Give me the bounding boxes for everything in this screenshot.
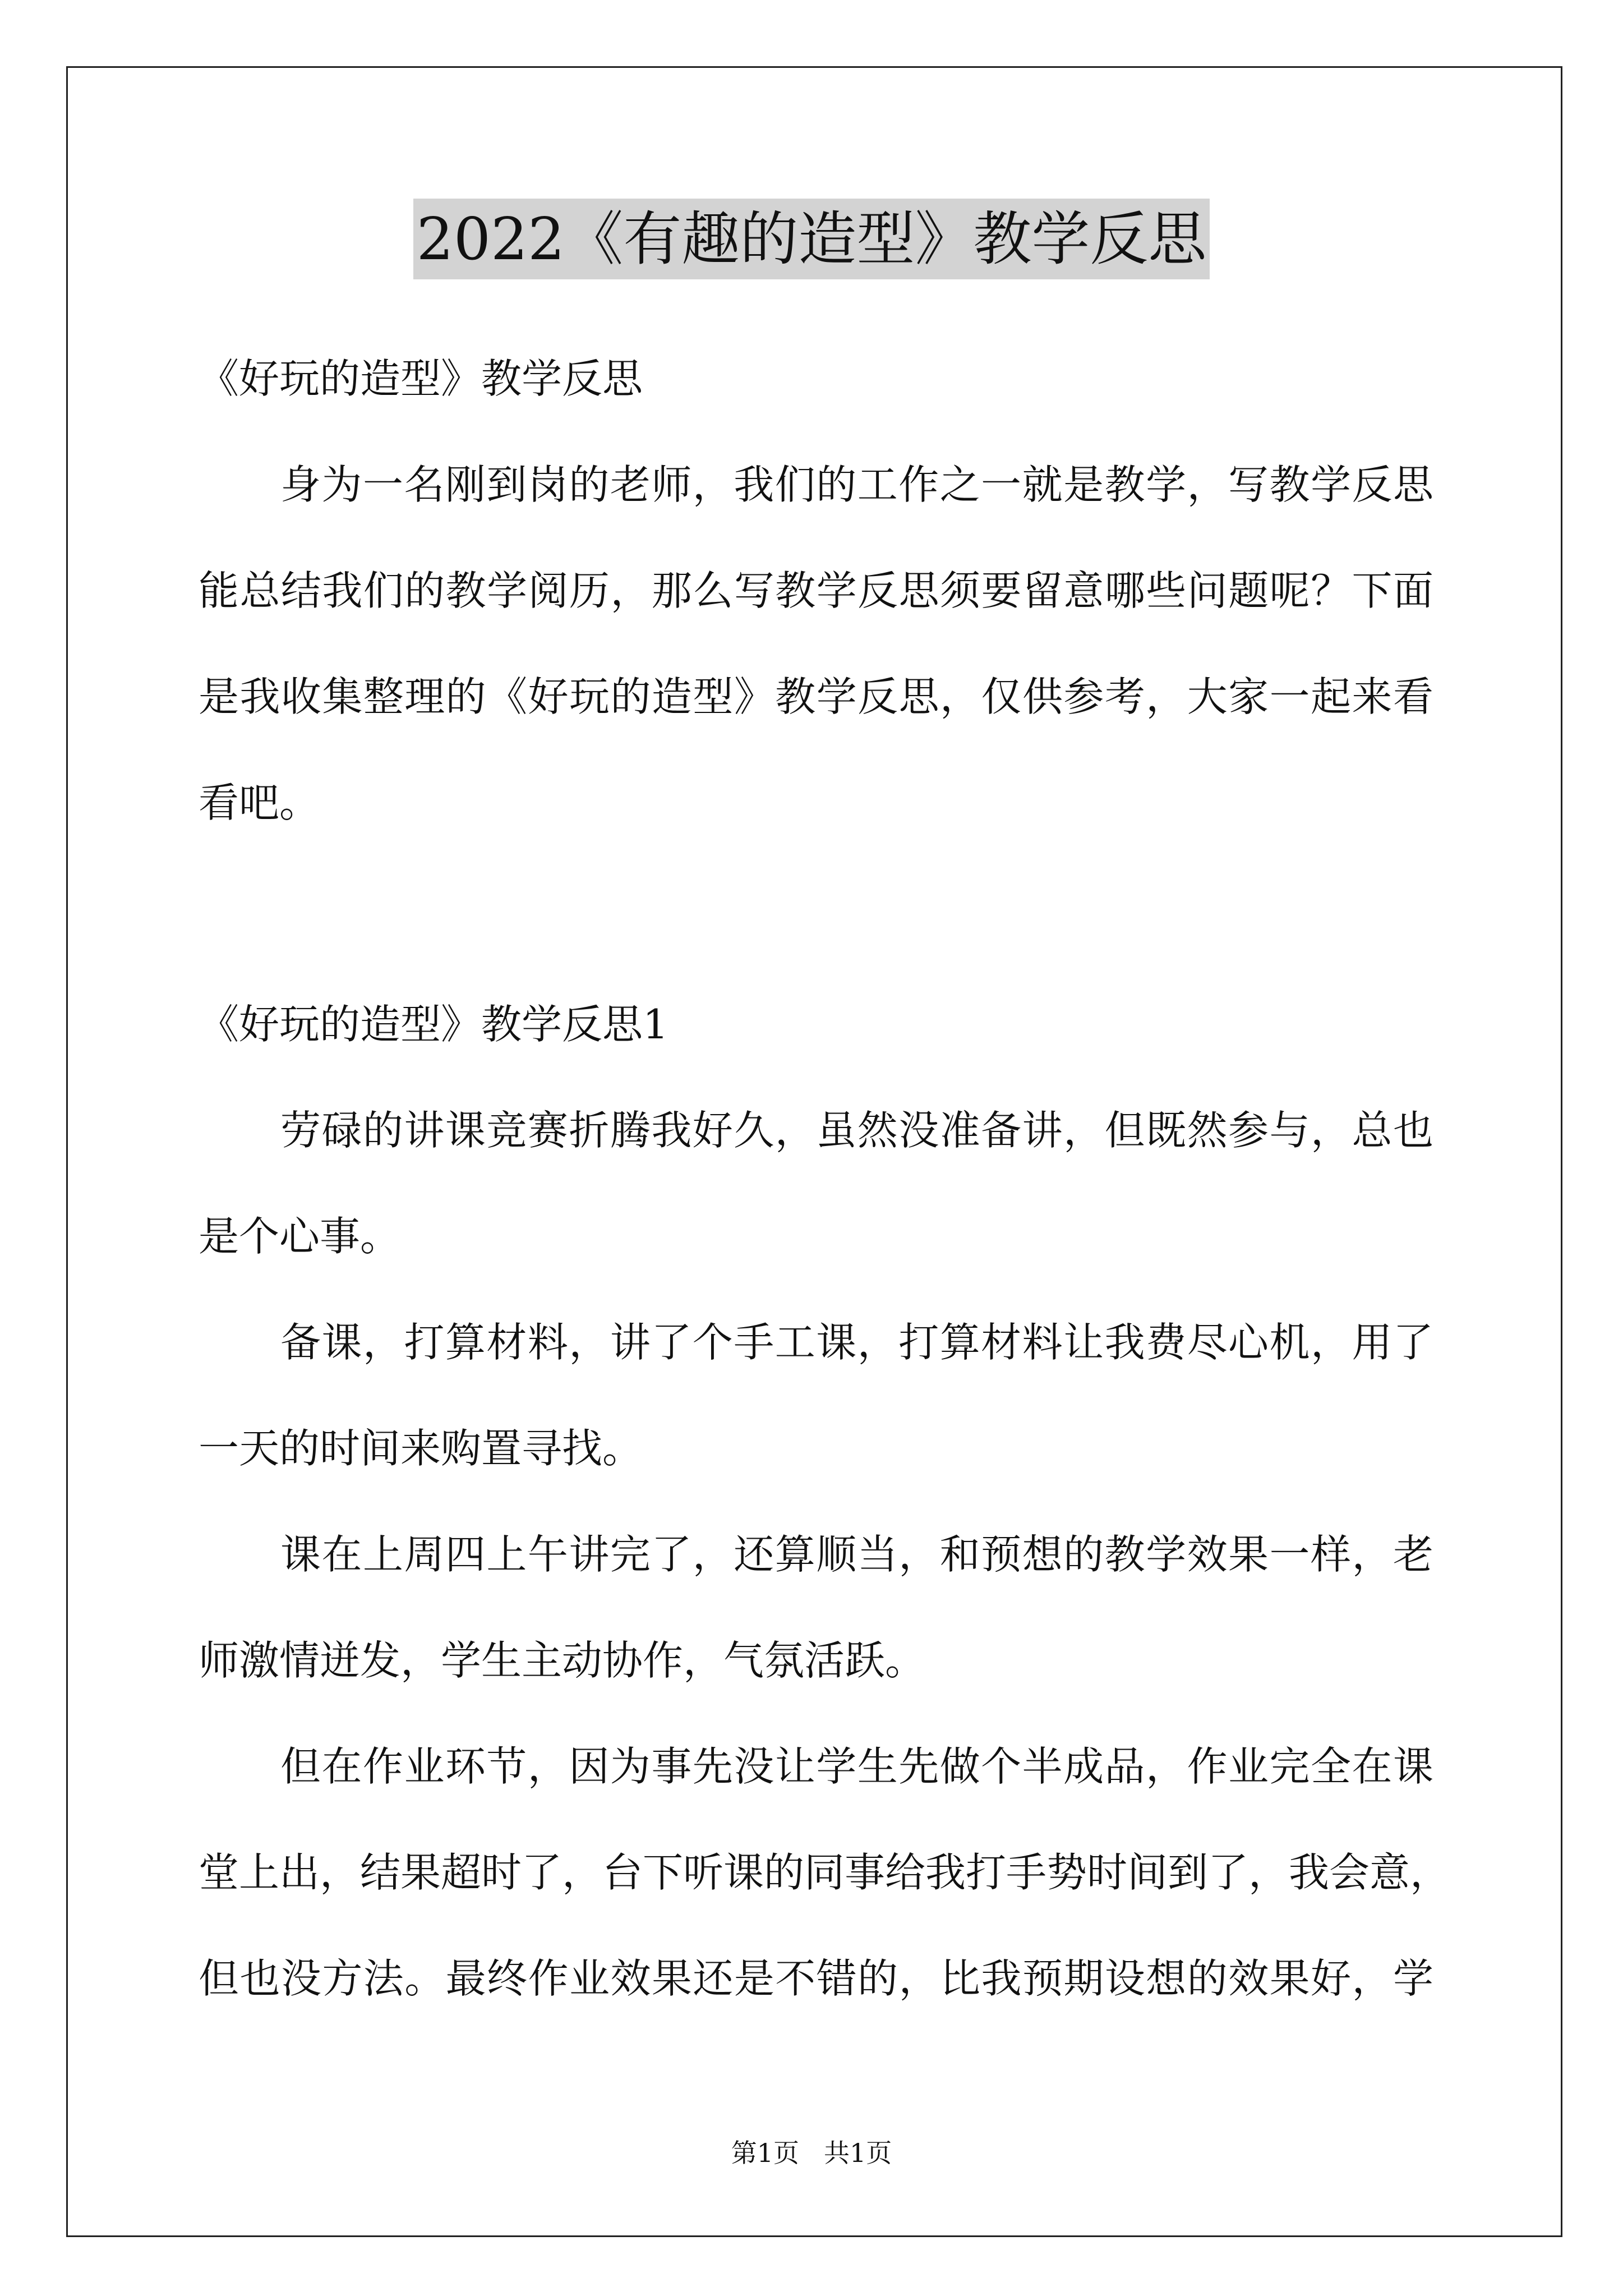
paragraph-line: 堂上出，结果超时了，台下听课的同事给我打手势时间到了，我会意， (199, 1849, 1451, 1896)
paragraph-line: 能总结我们的教学阅历，那么写教学反思须要留意哪些问题呢？下面 (199, 567, 1433, 614)
paragraph-line: 身为一名刚到岗的老师，我们的工作之一就是教学，写教学反思 (280, 461, 1433, 508)
document-title: 2022《有趣的造型》教学反思 (413, 199, 1210, 279)
page-footer (0, 2136, 1623, 2170)
paragraph-line: 课在上周四上午讲完了，还算顺当，和预想的教学效果一样，老 (280, 1531, 1433, 1578)
section-reflection-1 (199, 972, 1451, 2032)
paragraph (199, 1290, 1433, 1502)
paragraph-line: 备课，打算材料，讲了个手工课，打算材料让我费尽心机，用了 (280, 1319, 1433, 1366)
page-total: 共1页 (824, 2138, 892, 2168)
section-intro (199, 326, 1433, 856)
paragraph-line: 是个心事。 (199, 1213, 401, 1260)
section-heading: 《好玩的造型》教学反思1 (199, 1001, 668, 1048)
paragraph-line: 劳碌的讲课竞赛折腾我好久，虽然没准备讲，但既然参与，总也 (280, 1107, 1433, 1154)
paragraph-line: 是我收集整理的《好玩的造型》教学反思，仅供参考，大家一起来看 (199, 673, 1433, 720)
title-row (0, 199, 1623, 279)
paragraph (199, 1714, 1451, 2032)
paragraph-line: 但在作业环节，因为事先没让学生先做个半成品，作业完全在课 (280, 1743, 1433, 1790)
paragraph (199, 1502, 1433, 1714)
page-number: 第1页 (731, 2138, 799, 2168)
paragraph-line: 但也没方法。最终作业效果还是不错的，比我预期设想的效果好，学 (199, 1955, 1433, 2002)
paragraph-line: 师激情迸发，学生主动协作，气氛活跃。 (199, 1637, 926, 1684)
paragraph-line: 看吧。 (199, 779, 320, 826)
paragraph (199, 1078, 1433, 1290)
paragraph-line: 一天的时间来购置寻找。 (199, 1425, 643, 1472)
paragraph (199, 432, 1433, 856)
section-heading: 《好玩的造型》教学反思 (199, 355, 643, 402)
